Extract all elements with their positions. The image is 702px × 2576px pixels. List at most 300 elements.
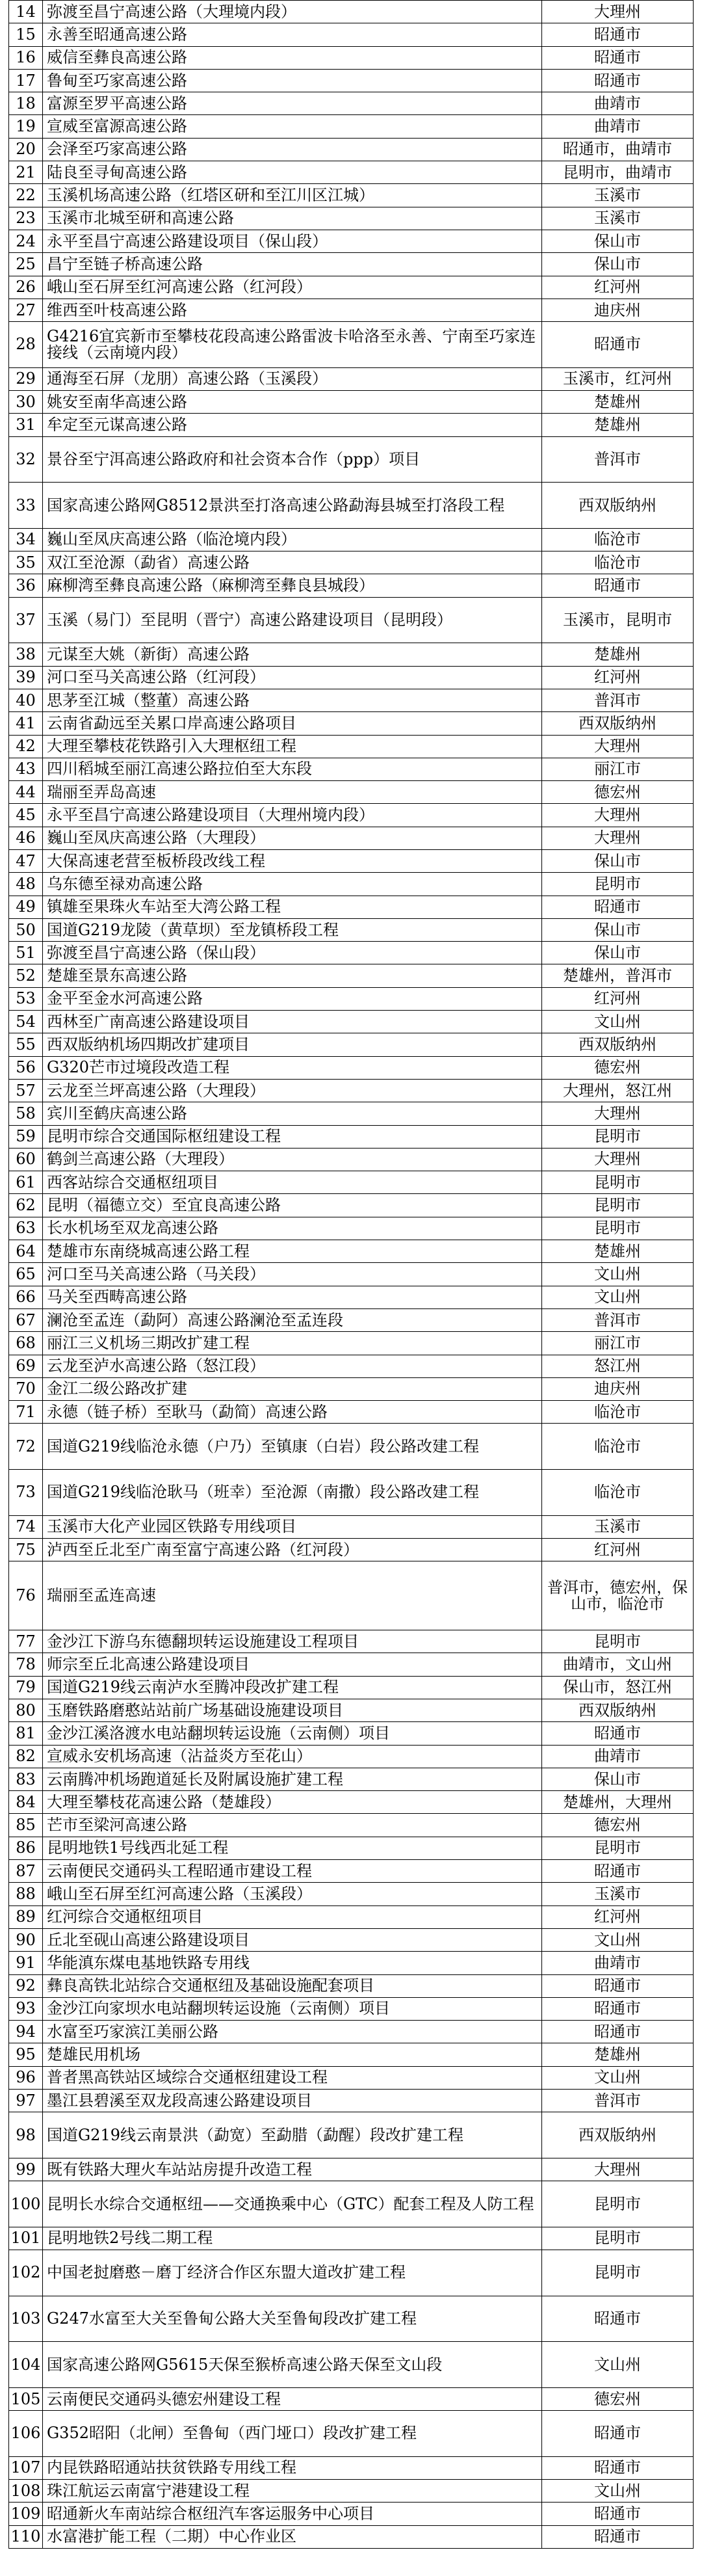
table-row xyxy=(9,391,694,414)
table-row xyxy=(9,2181,694,2227)
region: 曲靖市 xyxy=(542,1952,694,1974)
region: 大理州 xyxy=(542,735,694,758)
region: 昆明市 xyxy=(542,1630,694,1653)
region: 昆明市 xyxy=(542,2227,694,2250)
row-number: 60 xyxy=(9,1148,43,1171)
table-row xyxy=(9,1515,694,1538)
region: 玉溪市，红河州 xyxy=(542,367,694,390)
table-row xyxy=(9,1217,694,1240)
row-number: 40 xyxy=(9,689,43,711)
project-name: 永平至昌宁高速公路建设项目（保山段） xyxy=(43,230,542,252)
row-number: 84 xyxy=(9,1791,43,1814)
row-number: 32 xyxy=(9,436,43,483)
project-name: 镇雄至果珠火车站至大湾公路工程 xyxy=(43,896,542,918)
project-name: 华能滇东煤电基地铁路专用线 xyxy=(43,1952,542,1974)
table-row xyxy=(9,253,694,276)
row-number: 68 xyxy=(9,1332,43,1355)
row-number: 85 xyxy=(9,1814,43,1837)
table-row xyxy=(9,712,694,735)
table-row xyxy=(9,1883,694,1905)
row-number: 52 xyxy=(9,964,43,987)
region: 文山州 xyxy=(542,2342,694,2388)
table-row xyxy=(9,1470,694,1516)
project-name: 水富港扩能工程（二期）中心作业区 xyxy=(43,2525,542,2548)
region: 红河州 xyxy=(542,276,694,299)
row-number: 86 xyxy=(9,1837,43,1859)
region: 楚雄州 xyxy=(542,391,694,414)
row-number: 88 xyxy=(9,1883,43,1905)
project-name: 威信至彝良高速公路 xyxy=(43,46,542,69)
row-number: 99 xyxy=(9,2158,43,2181)
region: 昭通市 xyxy=(542,2411,694,2457)
project-name: 芒市至梁河高速公路 xyxy=(43,1814,542,1837)
region: 迪庆州 xyxy=(542,1377,694,1400)
row-number: 94 xyxy=(9,2021,43,2043)
project-name: 西林至广南高速公路建设项目 xyxy=(43,1011,542,1033)
project-name: G4216宜宾新市至攀枝花段高速公路雷波卡哈洛至永善、宁南至巧家连接线（云南境内段） xyxy=(43,322,542,368)
region: 西双版纳州 xyxy=(542,483,694,529)
table-row xyxy=(9,574,694,597)
region: 昭通市 xyxy=(542,2525,694,2548)
row-number: 91 xyxy=(9,1952,43,1974)
row-number: 105 xyxy=(9,2387,43,2410)
project-name: 昆明市综合交通国际枢纽建设工程 xyxy=(43,1125,542,1148)
table-row xyxy=(9,2387,694,2410)
region: 大理州，怒江州 xyxy=(542,1079,694,1102)
region: 普洱市 xyxy=(542,689,694,711)
project-name: 弥渡至昌宁高速公路（保山段） xyxy=(43,942,542,964)
region: 大理州 xyxy=(542,1148,694,1171)
project-name: 维西至叶枝高速公路 xyxy=(43,299,542,321)
region: 丽江市 xyxy=(542,758,694,780)
row-number: 44 xyxy=(9,781,43,804)
project-name: 云南腾冲机场跑道延长及附属设施扩建工程 xyxy=(43,1768,542,1790)
table-row xyxy=(9,483,694,529)
row-number: 90 xyxy=(9,1928,43,1951)
region: 昆明市 xyxy=(542,1194,694,1217)
region: 昆明市 xyxy=(542,1125,694,1148)
table-row xyxy=(9,781,694,804)
row-number: 22 xyxy=(9,184,43,207)
region: 迪庆州 xyxy=(542,299,694,321)
project-name: 永德（链子桥）至耿马（勐简）高速公路 xyxy=(43,1401,542,1424)
table-row xyxy=(9,2158,694,2181)
table-row xyxy=(9,2250,694,2296)
region: 普洱市 xyxy=(542,1308,694,1331)
row-number: 93 xyxy=(9,1997,43,2020)
project-name: G247水富至大关至鲁甸公路大关至鲁甸段改扩建工程 xyxy=(43,2296,542,2342)
row-number: 78 xyxy=(9,1653,43,1676)
table-row xyxy=(9,2021,694,2043)
row-number: 82 xyxy=(9,1745,43,1768)
table-row xyxy=(9,1699,694,1721)
row-number: 56 xyxy=(9,1056,43,1079)
row-number: 59 xyxy=(9,1125,43,1148)
project-name: 瑞丽至弄岛高速 xyxy=(43,781,542,804)
region: 昭通市 xyxy=(542,2296,694,2342)
table-row xyxy=(9,1745,694,1768)
project-name: 楚雄市东南绕城高速公路工程 xyxy=(43,1240,542,1263)
row-number: 19 xyxy=(9,115,43,138)
region: 玉溪市，昆明市 xyxy=(542,597,694,643)
row-number: 101 xyxy=(9,2227,43,2250)
row-number: 41 xyxy=(9,712,43,735)
row-number: 21 xyxy=(9,161,43,184)
row-number: 103 xyxy=(9,2296,43,2342)
table-row xyxy=(9,804,694,827)
region: 普洱市 xyxy=(542,436,694,483)
region: 楚雄州 xyxy=(542,414,694,436)
project-name: 峨山至石屏至红河高速公路（红河段） xyxy=(43,276,542,299)
project-name: 西客站综合交通枢纽项目 xyxy=(43,1171,542,1194)
row-number: 63 xyxy=(9,1217,43,1240)
row-number: 106 xyxy=(9,2411,43,2457)
project-name: 玉磨铁路磨憨站站前广场基础设施建设项目 xyxy=(43,1699,542,1721)
project-name: 玉溪（易门）至昆明（晋宁）高速公路建设项目（昆明段） xyxy=(43,597,542,643)
row-number: 29 xyxy=(9,367,43,390)
row-number: 45 xyxy=(9,804,43,827)
table-row xyxy=(9,849,694,872)
table-row xyxy=(9,942,694,964)
region: 昭通市 xyxy=(542,2503,694,2525)
table-row xyxy=(9,1102,694,1125)
table-row xyxy=(9,528,694,551)
row-number: 27 xyxy=(9,299,43,321)
project-name: 国道G219线云南泸水至腾冲段改扩建工程 xyxy=(43,1676,542,1699)
project-name: 玉溪市北城至研和高速公路 xyxy=(43,207,542,230)
region: 昭通市 xyxy=(542,23,694,46)
table-row xyxy=(9,2411,694,2457)
table-row xyxy=(9,207,694,230)
project-name: 瑞丽至孟连高速 xyxy=(43,1561,542,1630)
project-name: 云南便民交通码头工程昭通市建设工程 xyxy=(43,1860,542,1883)
region: 楚雄州，普洱市 xyxy=(542,964,694,987)
row-number: 76 xyxy=(9,1561,43,1630)
region: 怒江州 xyxy=(542,1355,694,1377)
table-row xyxy=(9,873,694,896)
project-name: 鲁甸至巧家高速公路 xyxy=(43,69,542,92)
table-row xyxy=(9,161,694,184)
row-number: 15 xyxy=(9,23,43,46)
row-number: 104 xyxy=(9,2342,43,2388)
project-name: 宣威至富源高速公路 xyxy=(43,115,542,138)
table-row xyxy=(9,299,694,321)
project-name: 国道G219线临沧耿马（班幸）至沧源（南撒）段公路改建工程 xyxy=(43,1470,542,1516)
region: 昭通市 xyxy=(542,2021,694,2043)
table-row xyxy=(9,69,694,92)
region: 文山州 xyxy=(542,2480,694,2503)
row-number: 81 xyxy=(9,1722,43,1745)
region: 西双版纳州 xyxy=(542,1699,694,1721)
table-row xyxy=(9,1240,694,1263)
project-name: 师宗至丘北高速公路建设项目 xyxy=(43,1653,542,1676)
row-number: 50 xyxy=(9,918,43,941)
table-row xyxy=(9,1355,694,1377)
project-name: G320芒市过境段改造工程 xyxy=(43,1056,542,1079)
table-row xyxy=(9,2342,694,2388)
project-name: 河口至马关高速公路（马关段） xyxy=(43,1263,542,1286)
project-name: 金沙江向家坝水电站翻坝转运设施（云南侧）项目 xyxy=(43,1997,542,2020)
row-number: 14 xyxy=(9,1,43,23)
project-name: 双江至沧源（勐省）高速公路 xyxy=(43,551,542,574)
region: 昆明市 xyxy=(542,2250,694,2296)
table-row xyxy=(9,1653,694,1676)
region: 文山州 xyxy=(542,1263,694,1286)
project-name: 思茅至江城（整董）高速公路 xyxy=(43,689,542,711)
row-number: 79 xyxy=(9,1676,43,1699)
row-number: 97 xyxy=(9,2090,43,2112)
row-number: 24 xyxy=(9,230,43,252)
region: 昆明市 xyxy=(542,2181,694,2227)
region: 楚雄州 xyxy=(542,1240,694,1263)
project-name: 弥渡至昌宁高速公路（大理境内段） xyxy=(43,1,542,23)
table-row xyxy=(9,551,694,574)
row-number: 49 xyxy=(9,896,43,918)
project-name: 四川稻城至丽江高速公路拉伯至大东段 xyxy=(43,758,542,780)
project-name: 既有铁路大理火车站站房提升改造工程 xyxy=(43,2158,542,2181)
row-number: 98 xyxy=(9,2112,43,2158)
row-number: 72 xyxy=(9,1424,43,1470)
row-number: 53 xyxy=(9,987,43,1010)
region: 昭通市 xyxy=(542,1974,694,1997)
region: 普洱市 xyxy=(542,2090,694,2112)
region: 大理州 xyxy=(542,2158,694,2181)
table-row xyxy=(9,1263,694,1286)
project-name: 马关至西畴高速公路 xyxy=(43,1286,542,1308)
table-row xyxy=(9,987,694,1010)
project-name: 昆明地铁1号线西北延工程 xyxy=(43,1837,542,1859)
project-name: 河口至马关高速公路（红河段） xyxy=(43,666,542,689)
project-name: 陆良至寻甸高速公路 xyxy=(43,161,542,184)
project-name: 金江二级公路改扩建 xyxy=(43,1377,542,1400)
row-number: 23 xyxy=(9,207,43,230)
table-row xyxy=(9,414,694,436)
project-name: 中国老挝磨憨－磨丁经济合作区东盟大道改扩建工程 xyxy=(43,2250,542,2296)
region: 保山市 xyxy=(542,942,694,964)
table-row xyxy=(9,666,694,689)
row-number: 31 xyxy=(9,414,43,436)
row-number: 96 xyxy=(9,2066,43,2089)
table-row xyxy=(9,1424,694,1470)
table-row xyxy=(9,1079,694,1102)
table-row xyxy=(9,1011,694,1033)
region: 保山市 xyxy=(542,230,694,252)
region: 保山市 xyxy=(542,1768,694,1790)
project-name: 景谷至宁洱高速公路政府和社会资本合作（ppp）项目 xyxy=(43,436,542,483)
project-table xyxy=(8,0,694,2549)
project-name: 昌宁至链子桥高速公路 xyxy=(43,253,542,276)
region: 曲靖市 xyxy=(542,1745,694,1768)
project-name: 鹤剑兰高速公路（大理段） xyxy=(43,1148,542,1171)
project-name: 红河综合交通枢纽项目 xyxy=(43,1905,542,1928)
table-row xyxy=(9,2480,694,2503)
project-name: 昆明地铁2号线二期工程 xyxy=(43,2227,542,2250)
project-name: 乌东德至禄劝高速公路 xyxy=(43,873,542,896)
project-name: 彝良高铁北站综合交通枢纽及基础设施配套项目 xyxy=(43,1974,542,1997)
project-name: 永善至昭通高速公路 xyxy=(43,23,542,46)
table-row xyxy=(9,918,694,941)
table-row xyxy=(9,1791,694,1814)
project-name: 玉溪市大化产业园区铁路专用线项目 xyxy=(43,1515,542,1538)
row-number: 55 xyxy=(9,1033,43,1056)
region: 大理州 xyxy=(542,804,694,827)
region: 文山州 xyxy=(542,2066,694,2089)
region: 昭通市 xyxy=(542,1860,694,1883)
project-name: 楚雄民用机场 xyxy=(43,2043,542,2066)
region: 保山市 xyxy=(542,253,694,276)
project-name: 宾川至鹤庆高速公路 xyxy=(43,1102,542,1125)
region: 昭通市 xyxy=(542,2456,694,2479)
project-name: 宣威永安机场高速（沾益炎方至花山） xyxy=(43,1745,542,1768)
project-name: 永平至昌宁高速公路建设项目（大理州境内段） xyxy=(43,804,542,827)
region: 临沧市 xyxy=(542,1470,694,1516)
project-name: 云龙至兰坪高速公路（大理段） xyxy=(43,1079,542,1102)
region: 昭通市 xyxy=(542,896,694,918)
table-row xyxy=(9,643,694,666)
region: 普洱市，德宏州，保山市，临沧市 xyxy=(542,1561,694,1630)
table-row xyxy=(9,1286,694,1308)
row-number: 95 xyxy=(9,2043,43,2066)
region: 昭通市 xyxy=(542,322,694,368)
project-name: 昆明（福德立交）至宜良高速公路 xyxy=(43,1194,542,1217)
row-number: 43 xyxy=(9,758,43,780)
region: 楚雄州 xyxy=(542,643,694,666)
table-row xyxy=(9,1377,694,1400)
region: 西双版纳州 xyxy=(542,712,694,735)
row-number: 107 xyxy=(9,2456,43,2479)
row-number: 47 xyxy=(9,849,43,872)
region: 保山市 xyxy=(542,849,694,872)
row-number: 35 xyxy=(9,551,43,574)
region: 临沧市 xyxy=(542,528,694,551)
row-number: 54 xyxy=(9,1011,43,1033)
region: 临沧市 xyxy=(542,1424,694,1470)
table-row xyxy=(9,1905,694,1928)
project-name: 大理至攀枝花铁路引入大理枢纽工程 xyxy=(43,735,542,758)
table-row xyxy=(9,2227,694,2250)
row-number: 33 xyxy=(9,483,43,529)
project-name: 泸西至丘北至广南至富宁高速公路（红河段） xyxy=(43,1538,542,1561)
table-row xyxy=(9,1676,694,1699)
region: 昆明市 xyxy=(542,1837,694,1859)
row-number: 74 xyxy=(9,1515,43,1538)
region: 大理州 xyxy=(542,1,694,23)
row-number: 108 xyxy=(9,2480,43,2503)
region: 文山州 xyxy=(542,1286,694,1308)
table-row xyxy=(9,827,694,849)
region: 西双版纳州 xyxy=(542,1033,694,1056)
region: 昭通市，曲靖市 xyxy=(542,138,694,161)
region: 红河州 xyxy=(542,1905,694,1928)
table-row xyxy=(9,597,694,643)
region: 曲靖市，文山州 xyxy=(542,1653,694,1676)
project-name: 富源至罗平高速公路 xyxy=(43,92,542,115)
row-number: 109 xyxy=(9,2503,43,2525)
project-name: 国道G219线临沧永德（户乃）至镇康（白岩）段公路改建工程 xyxy=(43,1424,542,1470)
region: 昭通市 xyxy=(542,574,694,597)
region: 昆明市 xyxy=(542,1171,694,1194)
project-name: 西双版纳机场四期改扩建项目 xyxy=(43,1033,542,1056)
region: 文山州 xyxy=(542,1011,694,1033)
table-row xyxy=(9,230,694,252)
row-number: 38 xyxy=(9,643,43,666)
table-row xyxy=(9,92,694,115)
project-name: 长水机场至双龙高速公路 xyxy=(43,1217,542,1240)
region: 丽江市 xyxy=(542,1332,694,1355)
table-row xyxy=(9,1630,694,1653)
row-number: 64 xyxy=(9,1240,43,1263)
row-number: 36 xyxy=(9,574,43,597)
row-number: 46 xyxy=(9,827,43,849)
row-number: 18 xyxy=(9,92,43,115)
project-name: 楚雄至景东高速公路 xyxy=(43,964,542,987)
table-row xyxy=(9,1308,694,1331)
table-row xyxy=(9,23,694,46)
row-number: 17 xyxy=(9,69,43,92)
project-name: 云南便民交通码头德宏州建设工程 xyxy=(43,2387,542,2410)
row-number: 67 xyxy=(9,1308,43,1331)
row-number: 110 xyxy=(9,2525,43,2548)
table-row xyxy=(9,896,694,918)
region: 临沧市 xyxy=(542,1401,694,1424)
row-number: 58 xyxy=(9,1102,43,1125)
row-number: 77 xyxy=(9,1630,43,1653)
table-row xyxy=(9,1056,694,1079)
table-row xyxy=(9,138,694,161)
table-row xyxy=(9,436,694,483)
project-name: 丽江三义机场三期改扩建工程 xyxy=(43,1332,542,1355)
region: 文山州 xyxy=(542,1928,694,1951)
project-name: 国道G219线云南景洪（勐宽）至勐腊（勐醒）段改扩建工程 xyxy=(43,2112,542,2158)
row-number: 48 xyxy=(9,873,43,896)
table-row xyxy=(9,1837,694,1859)
row-number: 16 xyxy=(9,46,43,69)
row-number: 61 xyxy=(9,1171,43,1194)
table-row xyxy=(9,1171,694,1194)
table-row xyxy=(9,2066,694,2089)
row-number: 89 xyxy=(9,1905,43,1928)
table-row xyxy=(9,115,694,138)
table-row xyxy=(9,276,694,299)
project-name: 国道G219龙陵（黄草坝）至龙镇桥段工程 xyxy=(43,918,542,941)
region: 红河州 xyxy=(542,987,694,1010)
table-row xyxy=(9,2090,694,2112)
row-number: 71 xyxy=(9,1401,43,1424)
project-name: 云南省勐远至关累口岸高速公路项目 xyxy=(43,712,542,735)
table-row xyxy=(9,1332,694,1355)
project-name: 普者黑高铁站区域综合交通枢纽建设工程 xyxy=(43,2066,542,2089)
project-name: 水富至巧家滨江美丽公路 xyxy=(43,2021,542,2043)
table-row xyxy=(9,1538,694,1561)
region: 玉溪市 xyxy=(542,207,694,230)
project-name: 昭通新火车南站综合枢纽汽车客运服务中心项目 xyxy=(43,2503,542,2525)
region: 昭通市 xyxy=(542,46,694,69)
project-name: 巍山至凤庆高速公路（大理段） xyxy=(43,827,542,849)
project-name: 巍山至凤庆高速公路（临沧境内段） xyxy=(43,528,542,551)
table-row xyxy=(9,1401,694,1424)
table-row xyxy=(9,1148,694,1171)
project-name: 金沙江溪洛渡水电站翻坝转运设施（云南侧）项目 xyxy=(43,1722,542,1745)
row-number: 100 xyxy=(9,2181,43,2227)
table-row xyxy=(9,1974,694,1997)
table-row xyxy=(9,1033,694,1056)
table-row xyxy=(9,2112,694,2158)
project-name: 昆明长水综合交通枢纽——交通换乘中心（GTC）配套工程及人防工程 xyxy=(43,2181,542,2227)
project-name: 墨江县碧溪至双龙段高速公路建设项目 xyxy=(43,2090,542,2112)
region: 昭通市 xyxy=(542,69,694,92)
table-row xyxy=(9,1125,694,1148)
table-row xyxy=(9,2525,694,2548)
